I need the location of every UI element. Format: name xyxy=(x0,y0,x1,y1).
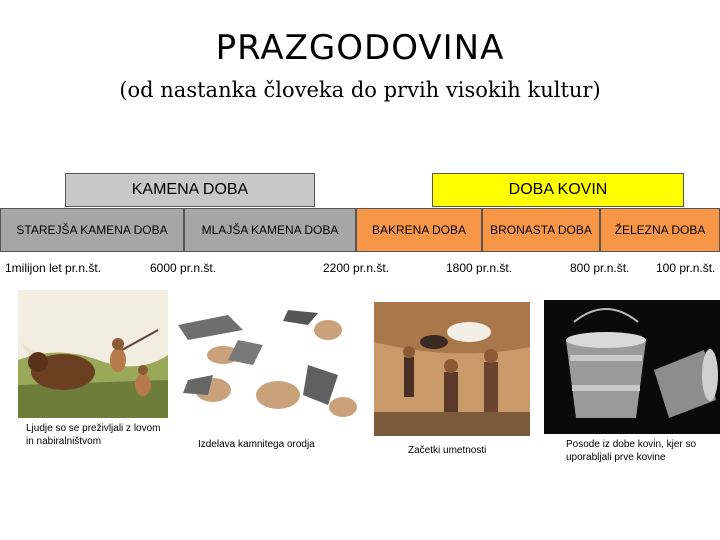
pots-caption: Posode iz dobe kovin, kjer so uporabljali prve kovine xyxy=(566,439,697,463)
period-older-stone-age xyxy=(0,208,184,252)
period-label: BRONASTA DOBA xyxy=(490,223,592,237)
period-bronze-age xyxy=(482,208,600,252)
stone-tools-image xyxy=(168,295,366,433)
date-2200: 2200 pr.n.št. xyxy=(323,261,390,275)
tools-caption: Izdelava kamnitega orodja xyxy=(198,439,315,450)
era-stone-age xyxy=(65,173,315,207)
date-800: 800 pr.n.št. xyxy=(570,261,630,275)
art-caption: Začetki umetnosti xyxy=(408,445,487,456)
era-metal-age xyxy=(432,173,684,207)
era-stone-age-label: KAMENA DOBA xyxy=(131,181,249,198)
period-iron-age xyxy=(600,208,720,252)
cave-art-image xyxy=(374,302,530,436)
era-metal-age-label: DOBA KOVIN xyxy=(508,181,608,198)
period-label: ŽELEZNA DOBA xyxy=(614,223,706,237)
page-subtitle: (od nastanka človeka do prvih visokih kultur) xyxy=(119,78,601,102)
metal-pots-image xyxy=(544,300,720,434)
hunting-caption: Ljudje so se preživljali z lovom in nabiralništvom xyxy=(26,423,161,447)
period-younger-stone-age xyxy=(184,208,356,252)
period-copper-age xyxy=(356,208,482,252)
period-label: BAKRENA DOBA xyxy=(371,223,467,237)
hunting-scene-image xyxy=(18,290,168,418)
period-label: MLAJŠA KAMENA DOBA xyxy=(201,223,339,237)
date-1800: 1800 pr.n.št. xyxy=(446,261,513,275)
date-100: 100 pr.n.št. xyxy=(656,261,716,275)
period-label: STAREJŠA KAMENA DOBA xyxy=(16,223,168,237)
date-1-million: 1milijon let pr.n.št. xyxy=(5,261,102,275)
page-title: PRAZGODOVINA xyxy=(215,28,505,68)
date-6000: 6000 pr.n.št. xyxy=(150,261,217,275)
